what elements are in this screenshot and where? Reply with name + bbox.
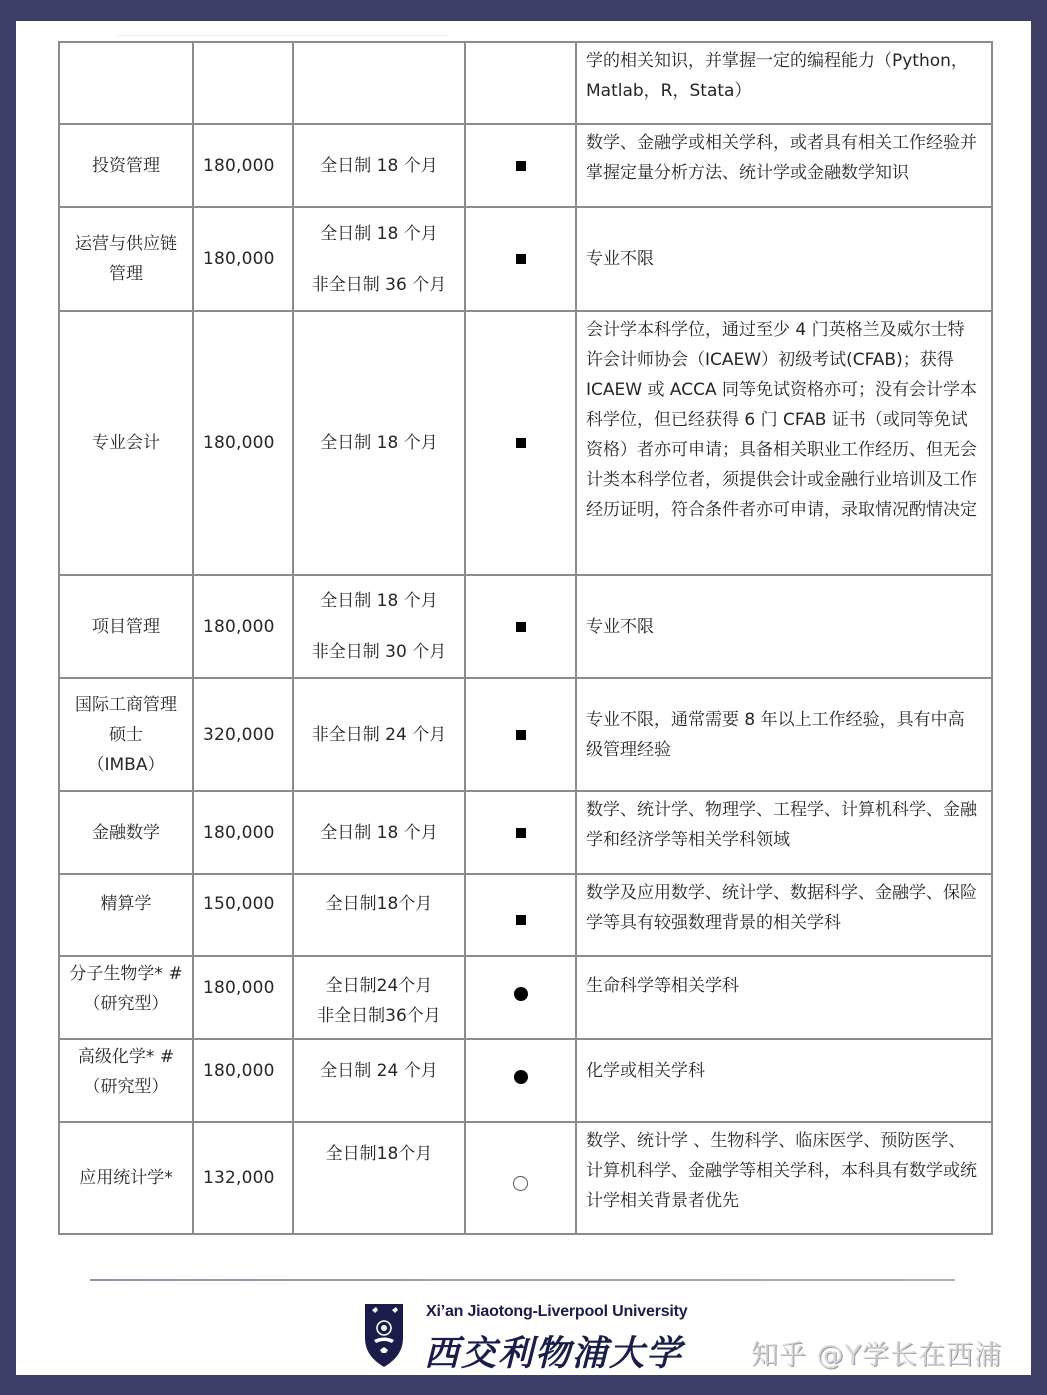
duration-line: 全日制 24 个月 <box>320 1061 438 1081</box>
program-name <box>59 678 193 791</box>
tuition-fee: 320,000 <box>193 678 293 791</box>
requirements-cell <box>576 207 992 311</box>
duration-line: 非全日制 24 个月 <box>311 724 447 745</box>
requirements-cell <box>576 575 992 678</box>
duration-cell <box>293 207 465 311</box>
tuition-fee: 180,000 <box>193 1039 293 1122</box>
program-name-line: （IMBA） <box>87 754 165 775</box>
mark-cell <box>465 1039 576 1122</box>
tuition-fee: 180,000 <box>193 575 293 678</box>
program-name <box>59 956 193 1039</box>
program-name: 项目管理 <box>59 575 193 678</box>
duration-cell <box>293 874 465 956</box>
requirements-text: 专业不限 <box>586 616 654 637</box>
filled-square-icon <box>516 438 526 448</box>
university-name-en: Xi’an Jiaotong-Liverpool University <box>426 1303 688 1320</box>
filled-square-icon <box>516 254 526 264</box>
program-name <box>59 207 193 311</box>
program-name-line: （研究型） <box>83 1077 169 1097</box>
requirements-text: 数学、金融学或相关学科，或者具有相关工作经验并掌握定量分析方法、统计学或金融数学知识 <box>586 133 977 183</box>
program-name: 应用统计学* <box>59 1122 193 1234</box>
program-name: 投资管理 <box>59 124 193 207</box>
table-row <box>59 956 992 1039</box>
zhihu-watermark: 知乎 @Y学长在西浦 <box>751 1340 1003 1371</box>
mark-cell <box>465 678 576 791</box>
tuition-fee: 180,000 <box>193 791 293 874</box>
mark-cell <box>465 575 576 678</box>
university-name-zh: 西交利物浦大学 <box>424 1333 684 1374</box>
duration-line: 全日制 18 个月 <box>320 433 438 453</box>
tuition-fee: 180,000 <box>193 207 293 311</box>
duration-cell <box>293 311 465 575</box>
program-name-line: 高级化学* # <box>77 1047 175 1067</box>
duration-line: 全日制24个月 <box>325 976 433 996</box>
mark-cell <box>465 791 576 874</box>
footer-divider <box>90 1279 955 1281</box>
requirements-text: 专业不限，通常需要 8 年以上工作经验，具有中高级管理经验 <box>586 709 965 760</box>
requirements-cell <box>576 42 992 124</box>
program-name-line: （研究型） <box>83 994 169 1014</box>
tuition-fee: 180,000 <box>193 956 293 1039</box>
duration-line: 全日制 18 个月 <box>320 223 438 244</box>
filled-square-icon <box>516 828 526 838</box>
duration-line: 非全日制36个月 <box>317 1006 441 1026</box>
duration-cell <box>293 42 465 124</box>
top-faint-rule <box>118 35 448 36</box>
mark-cell <box>465 1122 576 1234</box>
requirements-text: 生命科学等相关学科 <box>586 976 739 996</box>
tuition-fee: 180,000 <box>193 311 293 575</box>
mark-cell <box>465 207 576 311</box>
program-name-line: 国际工商管理 <box>75 694 177 715</box>
requirements-text: 化学或相关学科 <box>586 1061 705 1081</box>
fee-cell <box>193 42 293 124</box>
program-name: 精算学 <box>59 874 193 956</box>
table-row <box>59 207 992 311</box>
table-row <box>59 874 992 956</box>
duration-line: 全日制18个月 <box>325 894 433 914</box>
tuition-fee: 132,000 <box>193 1122 293 1234</box>
table-row <box>59 1122 992 1234</box>
duration-line: 全日制18个月 <box>325 1144 433 1164</box>
program-name: 金融数学 <box>59 791 193 874</box>
duration-cell <box>293 791 465 874</box>
duration-line: 全日制 18 个月 <box>320 822 438 843</box>
duration-line: 非全日制 30 个月 <box>311 642 447 662</box>
mark-cell <box>465 42 576 124</box>
requirements-text: 专业不限 <box>586 249 654 269</box>
table-row <box>59 1039 992 1122</box>
filled-circle-icon <box>514 1070 528 1084</box>
duration-line: 非全日制 36 个月 <box>311 274 447 295</box>
program-name-text: 运营与供应链管理 <box>75 234 177 284</box>
requirements-text: 学的相关知识，并掌握一定的编程能力（Python，Matlab，R，Stata） <box>586 51 968 101</box>
table-row <box>59 678 992 791</box>
filled-square-icon <box>516 730 526 740</box>
requirements-cell <box>576 311 992 575</box>
duration-cell <box>293 1039 465 1122</box>
mark-cell <box>465 311 576 575</box>
table-row <box>59 575 992 678</box>
duration-cell <box>293 124 465 207</box>
table-row <box>59 124 992 207</box>
university-crest-icon <box>364 1302 404 1368</box>
duration-line: 全日制 18 个月 <box>320 591 438 611</box>
duration-line: 全日制 18 个月 <box>320 155 438 176</box>
program-name-line: 硕士 <box>109 724 143 745</box>
duration-cell <box>293 956 465 1039</box>
filled-square-icon <box>516 161 526 171</box>
filled-square-icon <box>516 915 526 925</box>
requirements-text: 数学、统计学、物理学、工程学、计算机科学、金融学和经济学等相关学科领域 <box>586 800 977 850</box>
table-row <box>59 311 992 575</box>
tuition-fee: 180,000 <box>193 124 293 207</box>
table-row <box>59 791 992 874</box>
duration-cell <box>293 678 465 791</box>
filled-square-icon <box>516 622 526 632</box>
university-logo <box>364 1302 714 1374</box>
requirements-cell <box>576 678 992 791</box>
requirements-text: 数学、统计学 、生物科学、临床医学、预防医学、计算机科学、金融学等相关学科，本科具有数学或统计学相关背景者优先 <box>586 1131 977 1211</box>
program-name-line: 分子生物学* # <box>69 964 183 984</box>
programs-table <box>58 41 993 1235</box>
mark-cell <box>465 956 576 1039</box>
program-name: 专业会计 <box>59 311 193 575</box>
table-row <box>59 42 992 124</box>
filled-circle-icon <box>514 987 528 1001</box>
requirements-text: 会计学本科学位，通过至少 4 门英格兰及威尔士特许会计师协会（ICAEW）初级考试(CFAB)；获得ICAEW 或 ACCA 同等免试资格亦可；没有会计学本科学位，但已经获得 6 门 CFAB 证书（或同等免试资格）者亦可申请；具备相关职业工作经历、但无会计类本科学位者，须提供会计或金融行业培训及工作经历证明，符合条件者亦可申请，录取情况酌情决定 <box>586 320 977 520</box>
requirements-cell <box>576 874 992 956</box>
tuition-fee: 150,000 <box>193 874 293 956</box>
requirements-cell <box>576 791 992 874</box>
program-name-cell <box>59 42 193 124</box>
requirements-cell <box>576 124 992 207</box>
mark-cell <box>465 874 576 956</box>
mark-cell <box>465 124 576 207</box>
requirements-cell <box>576 1039 992 1122</box>
program-name <box>59 1039 193 1122</box>
document-page <box>16 21 1031 1375</box>
duration-cell <box>293 1122 465 1234</box>
duration-cell <box>293 575 465 678</box>
requirements-cell <box>576 956 992 1039</box>
hollow-circle-icon <box>513 1176 528 1191</box>
requirements-text: 数学及应用数学、统计学、数据科学、金融学、保险学等具有较强数理背景的相关学科 <box>586 883 977 933</box>
requirements-cell <box>576 1122 992 1234</box>
